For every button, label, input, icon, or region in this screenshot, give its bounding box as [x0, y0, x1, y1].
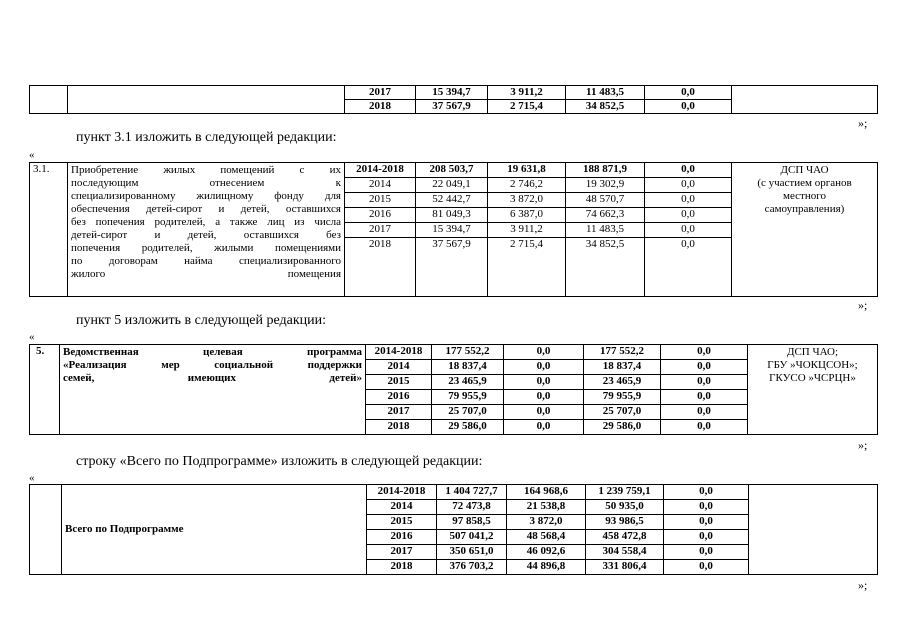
section-heading: пункт 3.1 изложить в следующей редакции:: [76, 130, 337, 145]
total-cell: 52 442,7: [416, 193, 488, 208]
executor-cell: [732, 163, 878, 297]
year-cell: 2016: [367, 530, 437, 545]
table-row: [30, 86, 878, 100]
year-cell: 2015: [367, 515, 437, 530]
year-cell: 2014-2018: [367, 485, 437, 500]
description-line: без попечения родителей, а также лиц из числа: [71, 216, 341, 228]
num-cell: [30, 485, 62, 575]
total-cell: 23 465,9: [432, 375, 504, 390]
section-5-table: [29, 344, 878, 435]
executor-line: местного: [783, 190, 826, 202]
executor-line: ГБУ »ЧОКЦСОН»;: [767, 359, 858, 371]
year-cell: 2017: [345, 223, 416, 238]
item-number: 5.: [30, 345, 60, 435]
description-line: обеспечения детей-сирот и детей, оставшихся: [71, 203, 341, 215]
budget-cell: 0,0: [664, 545, 749, 560]
top-fragment-table: [29, 85, 878, 114]
total-cell: 97 858,5: [437, 515, 507, 530]
budget-cell: 23 465,9: [584, 375, 661, 390]
description-cell: [68, 86, 345, 114]
budget-cell: 25 707,0: [584, 405, 661, 420]
section-heading: пункт 5 изложить в следующей редакции:: [76, 313, 326, 328]
budget-cell: 0,0: [661, 345, 748, 360]
budget-cell: 0,0: [645, 223, 732, 238]
budget-cell: 0,0: [661, 405, 748, 420]
budget-cell: 50 935,0: [586, 500, 664, 515]
year-cell: 2014: [345, 178, 416, 193]
budget-cell: 0,0: [661, 360, 748, 375]
budget-cell: 0,0: [645, 193, 732, 208]
budget-cell: 93 986,5: [586, 515, 664, 530]
open-quote: «: [29, 472, 35, 484]
total-cell: 350 651,0: [437, 545, 507, 560]
budget-cell: 0,0: [645, 238, 732, 297]
year-cell: 2015: [366, 375, 432, 390]
total-cell: 29 586,0: [432, 420, 504, 435]
item-description: [60, 345, 366, 435]
total-cell: 208 503,7: [416, 163, 488, 178]
year-cell: 2014: [367, 500, 437, 515]
executor-cell: [732, 86, 878, 114]
executor-cell: [749, 485, 878, 575]
budget-cell: 2 715,4: [488, 238, 566, 297]
year-cell: 2017: [366, 405, 432, 420]
description-line: последующим отнесением к: [71, 177, 341, 189]
budget-cell: 3 872,0: [488, 193, 566, 208]
total-cell: 1 404 727,7: [437, 485, 507, 500]
budget-cell: 48 570,7: [566, 193, 645, 208]
budget-cell: 331 806,4: [586, 560, 664, 575]
total-cell: 177 552,2: [432, 345, 504, 360]
total-cell: 81 049,3: [416, 208, 488, 223]
budget-cell: 79 955,9: [584, 390, 661, 405]
executor-line: ГКУСО »ЧСРЦН»: [769, 372, 856, 384]
executor-cell: [748, 345, 878, 435]
budget-cell: 34 852,5: [566, 100, 645, 114]
section-3-1-table: [29, 162, 878, 297]
budget-cell: 21 538,8: [507, 500, 586, 515]
budget-cell: 3 911,2: [488, 86, 566, 100]
budget-cell: 0,0: [504, 390, 584, 405]
description-line: «Реализация мер социальной поддержки: [63, 359, 362, 371]
year-cell: 2018: [367, 560, 437, 575]
description-line: жилого помещения: [71, 268, 341, 280]
item-description: [68, 163, 345, 297]
budget-cell: 0,0: [645, 163, 732, 178]
budget-cell: 3 872,0: [507, 515, 586, 530]
budget-cell: 0,0: [664, 530, 749, 545]
table-row: [30, 163, 878, 178]
budget-cell: 34 852,5: [566, 238, 645, 297]
budget-cell: 0,0: [664, 515, 749, 530]
total-label: Всего по Подпрограмме: [62, 485, 367, 575]
budget-cell: 0,0: [664, 560, 749, 575]
budget-cell: 44 896,8: [507, 560, 586, 575]
year-cell: 2016: [345, 208, 416, 223]
total-cell: 18 837,4: [432, 360, 504, 375]
year-cell: 2014: [366, 360, 432, 375]
budget-cell: 0,0: [661, 390, 748, 405]
budget-cell: 0,0: [661, 420, 748, 435]
budget-cell: 2 715,4: [488, 100, 566, 114]
description-line: специализированному жилищному фонду для: [71, 190, 341, 202]
total-cell: 15 394,7: [416, 86, 488, 100]
budget-cell: 11 483,5: [566, 223, 645, 238]
total-cell: 79 955,9: [432, 390, 504, 405]
budget-cell: 19 631,8: [488, 163, 566, 178]
budget-cell: 18 837,4: [584, 360, 661, 375]
budget-cell: 0,0: [661, 375, 748, 390]
budget-cell: 29 586,0: [584, 420, 661, 435]
budget-cell: 2 746,2: [488, 178, 566, 193]
total-cell: 15 394,7: [416, 223, 488, 238]
budget-cell: 3 911,2: [488, 223, 566, 238]
budget-cell: 0,0: [645, 86, 732, 100]
total-cell: 25 707,0: [432, 405, 504, 420]
year-cell: 2015: [345, 193, 416, 208]
budget-cell: 0,0: [645, 100, 732, 114]
total-cell: 507 041,2: [437, 530, 507, 545]
budget-cell: 0,0: [504, 420, 584, 435]
budget-cell: 0,0: [504, 360, 584, 375]
year-cell: 2014-2018: [366, 345, 432, 360]
budget-cell: 6 387,0: [488, 208, 566, 223]
budget-cell: 177 552,2: [584, 345, 661, 360]
executor-line: ДСП ЧАО: [780, 164, 829, 176]
total-cell: 37 567,9: [416, 238, 488, 297]
budget-cell: 48 568,4: [507, 530, 586, 545]
budget-cell: 458 472,8: [586, 530, 664, 545]
budget-cell: 0,0: [645, 178, 732, 193]
executor-line: ДСП ЧАО;: [786, 346, 839, 358]
section-heading: строку «Всего по Подпрограмме» изложить в следующей редакции:: [76, 454, 483, 469]
year-cell: 2017: [345, 86, 416, 100]
description-line: по договорам найма специализированного: [71, 255, 341, 267]
budget-cell: 0,0: [504, 345, 584, 360]
close-quote: »;: [858, 298, 868, 312]
year-cell: 2018: [366, 420, 432, 435]
executor-line: (с участием органов: [757, 177, 852, 189]
total-cell: 37 567,9: [416, 100, 488, 114]
budget-cell: 0,0: [504, 375, 584, 390]
budget-cell: 164 968,6: [507, 485, 586, 500]
budget-cell: 1 239 759,1: [586, 485, 664, 500]
item-number: 3.1.: [30, 163, 68, 297]
total-cell: 22 049,1: [416, 178, 488, 193]
budget-cell: 304 558,4: [586, 545, 664, 560]
budget-cell: 46 092,6: [507, 545, 586, 560]
table-row: [30, 345, 878, 360]
year-cell: 2018: [345, 238, 416, 297]
open-quote: «: [29, 331, 35, 343]
budget-cell: 19 302,9: [566, 178, 645, 193]
budget-cell: 74 662,3: [566, 208, 645, 223]
subprogram-total-table: [29, 484, 878, 575]
year-cell: 2014-2018: [345, 163, 416, 178]
description-line: детей-сирот и детей, оставшихся без: [71, 229, 341, 241]
year-cell: 2017: [367, 545, 437, 560]
executor-line: самоуправления): [764, 203, 845, 215]
description-line: Ведомственная целевая программа: [63, 346, 362, 358]
description-line: Приобретение жилых помещений с их: [71, 164, 341, 176]
total-cell: 72 473,8: [437, 500, 507, 515]
budget-cell: 188 871,9: [566, 163, 645, 178]
year-cell: 2018: [345, 100, 416, 114]
year-cell: 2016: [366, 390, 432, 405]
total-cell: 376 703,2: [437, 560, 507, 575]
close-quote: »;: [858, 438, 868, 452]
budget-cell: 11 483,5: [566, 86, 645, 100]
budget-cell: 0,0: [664, 485, 749, 500]
open-quote: «: [29, 149, 35, 161]
budget-cell: 0,0: [664, 500, 749, 515]
budget-cell: 0,0: [645, 208, 732, 223]
num-cell: [30, 86, 68, 114]
table-row: [30, 485, 878, 500]
close-quote: »;: [858, 116, 868, 130]
description-line: семей, имеющих детей»: [63, 372, 362, 384]
budget-cell: 0,0: [504, 405, 584, 420]
close-quote: »;: [858, 578, 868, 592]
description-line: попечения родителей, жилыми помещениями: [71, 242, 341, 254]
